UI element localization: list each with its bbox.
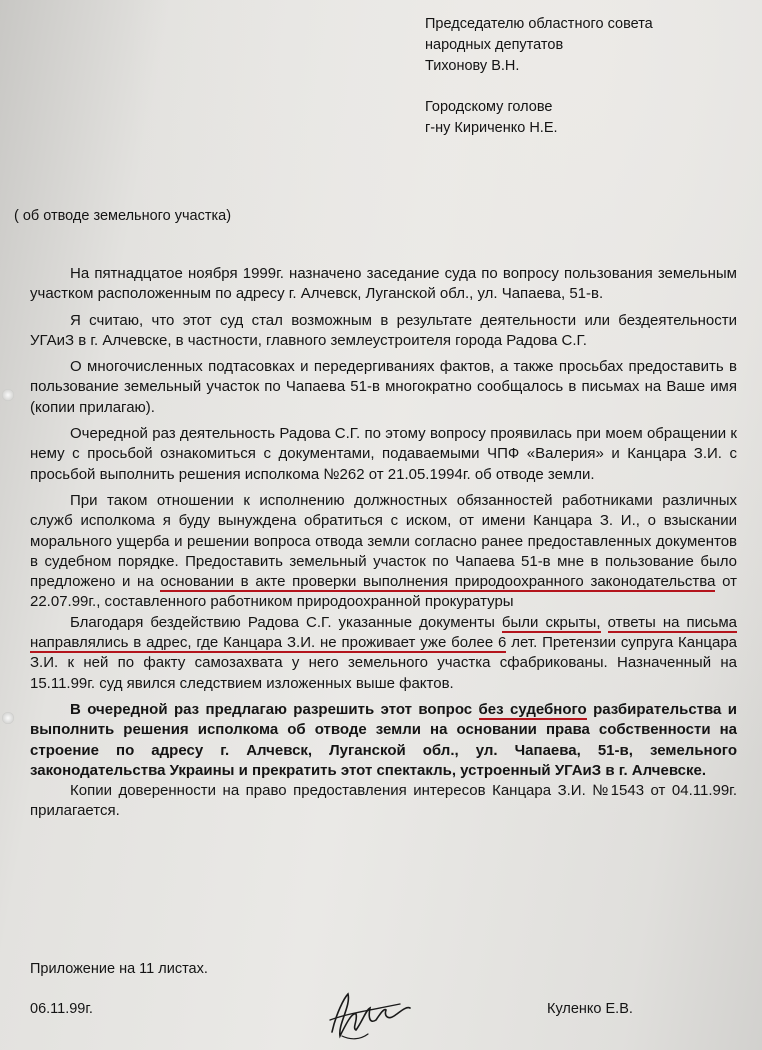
text-run: При таком отношении к исполнению должностных обязанностей работниками различных служб исполкома я буду вынуждена обратиться с иском, от имени Канцара З. И., о взыскании морального ущерба и решении вопроса отвода земли согласно ранее предоставленных документов в судебном порядке. Предоставить земельный участок по Чапаева 51-в мне в пользование было предложено и на <box>30 491 737 591</box>
addressee-line: Тихонову В.Н. <box>425 58 520 74</box>
text-run: лет. Претензии супруга Канцара З.И. к ней по факту самозахвата у него земельного участка сфабрикованы. Назначенный на 15.11.99г. суд явился следствием изложенных выше фактов. <box>30 634 738 692</box>
addressee-block <box>425 14 653 139</box>
text-run: Благодаря бездействию Радова С.Г. указанные документы <box>70 613 502 631</box>
paragraph: Очередной раз деятельность Радова С.Г. по этому вопросу проявилась при моем обращении к нему с просьбой ознакомиться с документами, подаваемыми ЧПФ «Валерия» и Канцара З.И. с просьбой выполнить решения исполкома №262 от 21.05.1994г. об отводе земли. <box>30 425 737 483</box>
underlined-text: ответы на письма направлялись в адрес, где Канцара З.И. не проживает уже более 6 <box>30 613 737 652</box>
underlined-text: без судебного <box>478 700 587 718</box>
paragraph: Я считаю, что этот суд стал возможным в результате деятельности или бездеятельности УГАиЗ в г. Алчевске, в частности, главного землеустроителя города Радова С.Г. <box>30 311 737 349</box>
text-run: от 22.07.99г., составленного работником природоохранной прокуратуры <box>30 573 737 611</box>
punch-hole <box>2 712 14 724</box>
attachment-note: Приложение на 11 листах. <box>30 961 208 977</box>
paragraph <box>30 613 737 694</box>
author-name: Куленко Е.В. <box>547 1001 633 1017</box>
underlined-text: были скрыты, <box>501 613 601 631</box>
paragraph <box>30 491 737 613</box>
letter-subject: ( об отводе земельного участка) <box>14 208 232 224</box>
text-run: разбирательства и выполнить решения исполкома об отводе земли на основании права собственности на строение по адресу г. Алчевск, Луганской обл., ул. Чапаева, 51-в, земельного законодательства Украины и прекратить этот спектакль, устроенный УГАиЗ в г. Алчевске. <box>30 700 737 779</box>
addressee-line: Городскому голове <box>425 99 553 115</box>
paragraph <box>30 700 737 781</box>
letter-body <box>30 264 737 822</box>
signature-icon <box>326 984 416 1044</box>
paragraph: Копии доверенности на право предоставления интересов Канцара З.И. №1543 от 04.11.99г. прилагается. <box>30 782 737 820</box>
paragraph: О многочисленных подтасовках и передергиваниях фактов, а также просьбах предоставить в пользование земельный участок по Чапаева 51-в многократно сообщалось в письмах на Ваше имя (копии прилагаю). <box>30 358 737 416</box>
text-run: В очередной раз предлагаю разрешить этот вопрос <box>70 700 479 718</box>
paragraph: На пятнадцатое ноября 1999г. назначено заседание суда по вопросу пользования земельным участком расположенным по адресу г. Алчевск, Луганской обл., ул. Чапаева, 51-в. <box>30 265 737 303</box>
underlined-text: основании в акте проверки выполнения природоохранного законодательства <box>160 573 716 591</box>
addressee-line: народных депутатов <box>425 37 564 53</box>
addressee-line: г-ну Кириченко Н.Е. <box>425 120 558 136</box>
letter-date: 06.11.99г. <box>30 1001 93 1017</box>
punch-hole <box>2 389 14 401</box>
addressee-line: Председателю областного совета <box>425 16 653 32</box>
